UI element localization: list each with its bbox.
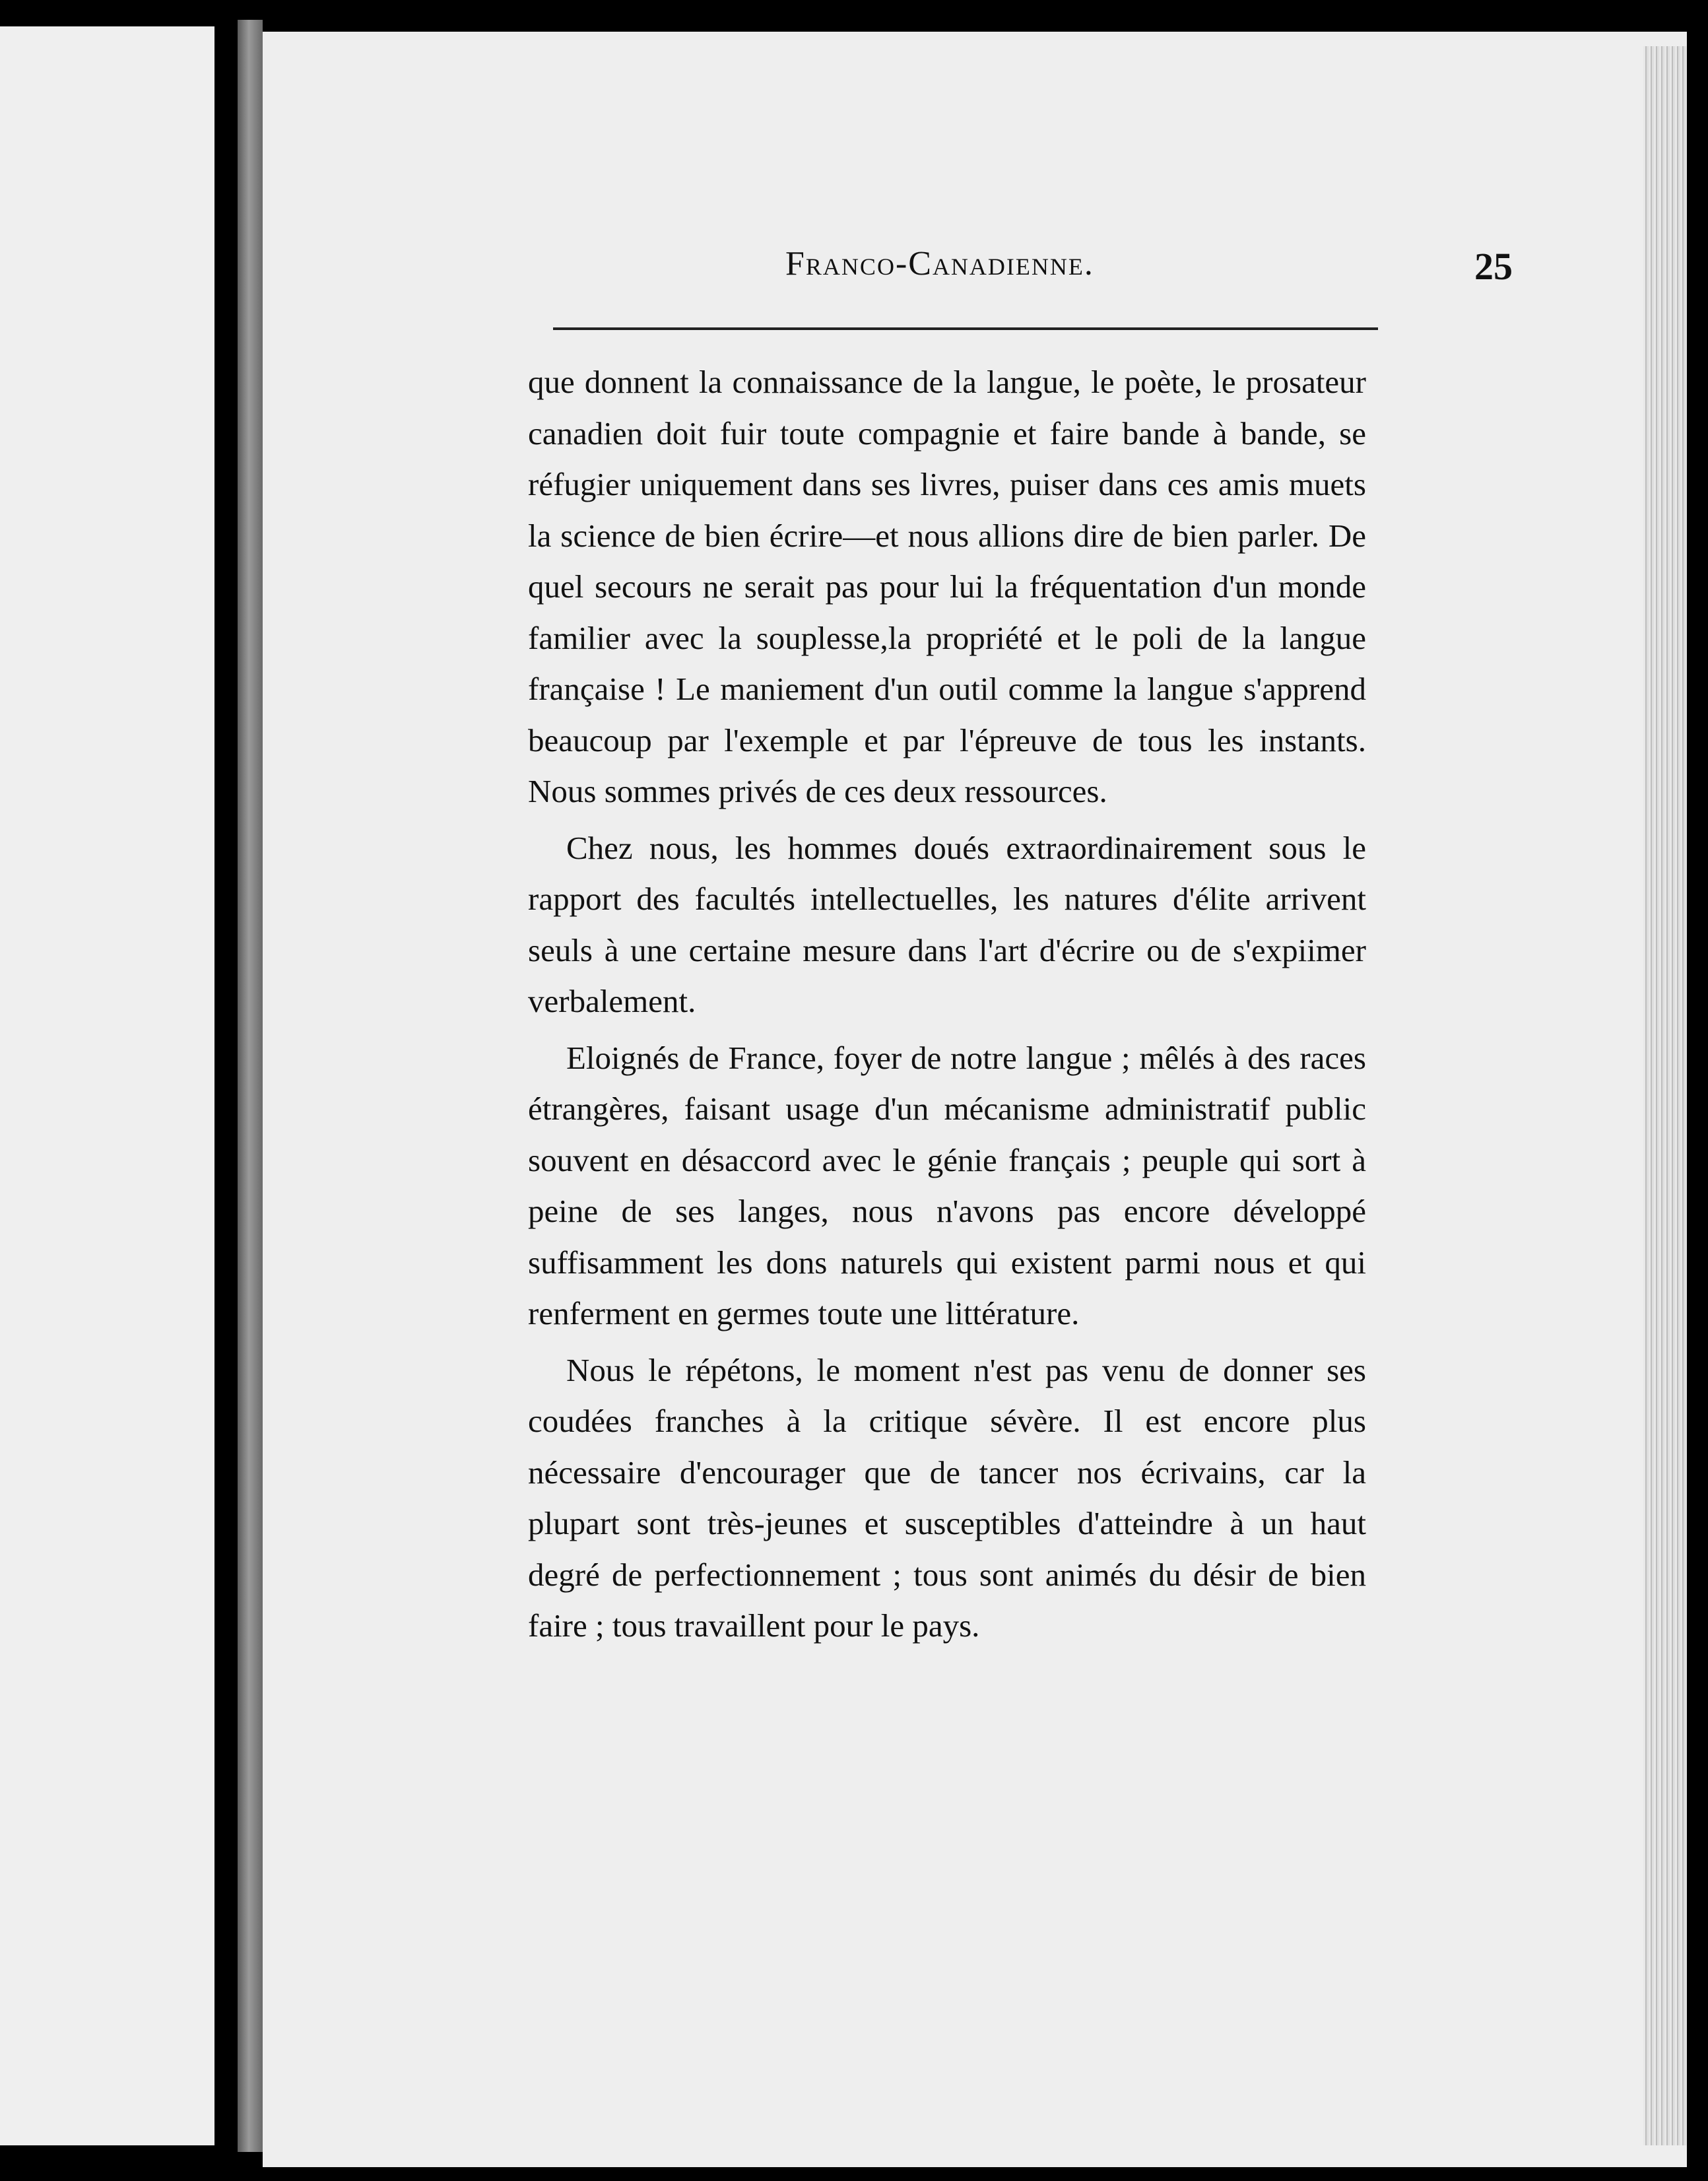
body-text xyxy=(528,356,1366,1652)
book-spine xyxy=(238,20,263,2152)
page-edges xyxy=(1643,46,1687,2145)
paragraph-3: Eloignés de France, foyer de notre langue ; mêlés à des races étrangères, faisant usage d'un mécanisme administratif public souvent en désaccord avec le génie français ; peuple qui sort à peine de ses langes, nous n'avons pas encore développé suffisamment les dons naturels qui existent parmi nous et qui renferment en germes toute une littérature. xyxy=(528,1039,1366,1331)
paragraph-1: que donnent la connaissance de la langue, le poète, le prosateur canadien doit fuir toute compagnie et faire bande à bande, se réfugier uniquement dans ses livres, puiser dans ces amis muets la science de bien écrire—et nous allions dire de bien parler. De quel secours ne serait pas pour lui la fréquentation d'un monde familier avec la souplesse,la propriété et le poli de la langue française ! Le maniement d'un outil comme la langue s'apprend beaucoup par l'exemple et par l'épreuve de tous les instants. Nous sommes privés de ces deux ressources. xyxy=(528,364,1366,809)
header-rule xyxy=(553,327,1378,330)
running-head: Franco-Canadienne. xyxy=(785,245,1094,283)
page-number: 25 xyxy=(1474,245,1513,288)
facing-page xyxy=(0,26,214,2145)
paragraph-4: Nous le répétons, le moment n'est pas venu de donner ses coudées franches à la critique sévère. Il est encore plus nécessaire d'encourager que de tancer nos écrivains, car la plupart sont très-jeunes et susceptibles d'atteindre à un haut degré de perfectionnement ; tous sont animés du désir de bien faire ; tous travaillent pour le pays. xyxy=(528,1351,1366,1644)
page-header xyxy=(785,244,1513,290)
paragraph-2: Chez nous, les hommes doués extraordinairement sous le rapport des facultés intellectuelles, les natures d'élite arrivent seuls à une certaine mesure dans l'art d'écrire ou de s'expiimer verbalement. xyxy=(528,829,1366,1019)
